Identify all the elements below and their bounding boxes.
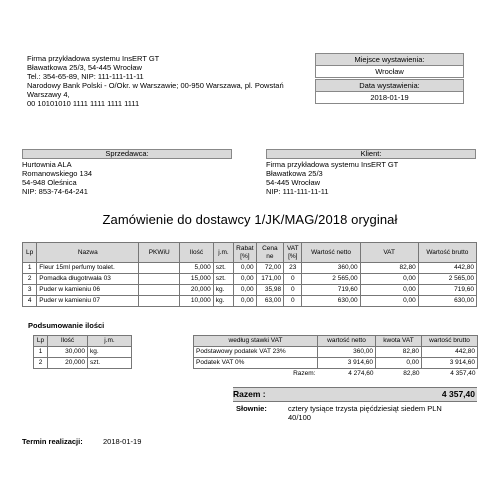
grand-total-value: 4 357,40 [441,389,475,399]
col-header: VAT [360,243,418,263]
table-row [23,274,477,285]
seller-line: Firma przykładowa systemu InsERT GT [27,54,160,63]
cell [139,263,180,274]
delivery-deadline-value: 2018-01-19 [103,437,142,446]
col-header: Wartość brutto [418,243,476,263]
seller-line: Bławatkowa 25/3, 54-445 Wrocław [27,63,142,72]
cell: 0,00 [360,274,418,285]
cell: 0 [284,274,302,285]
klient-line: 54-445 Wrocław [266,178,321,187]
grand-total-label: Razem : [233,389,266,399]
cell: Puder w kamieniu 07 [37,296,139,307]
sprzedawca-box [22,149,232,196]
col-header: VAT [%] [284,243,302,263]
table-row [194,347,478,358]
grand-total-bar [233,387,477,402]
issue-date-value: 2018-01-19 [370,93,409,102]
cell: 360,00 [302,263,360,274]
cell: 0,00 [376,358,422,369]
vat-total-row [194,369,478,380]
cell: szt. [213,274,233,285]
cell: 3 [23,285,37,296]
quantity-summary-title: Podsumowanie ilości [28,321,105,330]
cell: 0,00 [360,285,418,296]
amount-in-words-label: Słownie: [236,404,267,413]
cell [139,274,180,285]
sprzedawca-line: 54-948 Oleśnica [22,178,77,187]
items-table [22,242,477,307]
cell: 3 914,60 [422,358,478,369]
col-header: j.m. [213,243,233,263]
klient-box [266,149,476,196]
issue-date-box [315,79,464,104]
table-row [23,285,477,296]
cell: 719,60 [302,285,360,296]
col-header: Ilość [180,243,214,263]
cell: 2 [23,274,37,285]
cell: 0,00 [234,296,256,307]
table-row [34,347,132,358]
cell: 82,80 [360,263,418,274]
cell: Razem: [293,370,316,377]
cell [139,296,180,307]
cell: 0 [284,285,302,296]
cell: kg. [88,347,132,358]
cell: 1 [34,347,48,358]
amount-in-words [288,404,478,422]
sprzedawca-line: NIP: 853-74-64-241 [22,187,88,196]
table-row [23,263,477,274]
sprzedawca-details [22,159,232,196]
col-header: Rabat [%] [234,243,256,263]
cell: kg. [213,285,233,296]
delivery-deadline-label: Termin realizacji: [22,437,83,446]
vat-summary-table [193,335,478,379]
cell: 20,000 [48,358,88,369]
cell: 72,00 [256,263,284,274]
cell: 171,00 [256,274,284,285]
cell: 4 [23,296,37,307]
cell: 63,00 [256,296,284,307]
col-header: PKWiU [139,243,180,263]
cell: 630,00 [418,296,476,307]
items-header-row [23,243,477,263]
document-title: Zamówienie do dostawcy 1/JK/MAG/2018 oryginał [102,212,398,227]
cell: 82,80 [403,370,420,377]
table-row [34,358,132,369]
cell: 82,80 [376,347,422,358]
cell: 30,000 [48,347,88,358]
cell: 1 [23,263,37,274]
col-header: według stawki VAT [194,336,318,347]
cell: szt. [213,263,233,274]
place-label: Miejsce wystawienia: [316,54,463,66]
col-header: Nazwa [37,243,139,263]
col-header: wartość netto [318,336,376,347]
quantity-summary-table [33,335,132,369]
col-header: wartość brutto [422,336,478,347]
cell: 0,00 [234,274,256,285]
place-value: Wrocław [375,67,404,76]
seller-line: Narodowy Bank Polski - O/Okr. w Warszawie; 00-950 Warszawa, pl. Powstań [27,81,284,90]
issue-date-label: Data wystawienia: [316,80,463,92]
cell: 15,000 [180,274,214,285]
quantity-header-row [34,336,132,347]
cell: 0,00 [234,285,256,296]
cell: 2 565,00 [302,274,360,285]
cell: Pomadka długotrwała 03 [37,274,139,285]
cell: Podstawowy podatek VAT 23% [194,347,318,358]
klient-line: NIP: 111-111-11-11 [266,187,329,196]
col-header: kwota VAT [376,336,422,347]
cell: 20,000 [180,285,214,296]
klient-line: Bławatkowa 25/3 [266,169,323,178]
seller-line: 00 10101010 1111 1111 1111 1111 [27,99,140,108]
place-box [315,53,464,78]
col-header: Cena ne [256,243,284,263]
cell: Puder w kamieniu 06 [37,285,139,296]
cell: 2 [34,358,48,369]
cell: 719,60 [418,285,476,296]
cell: szt. [88,358,132,369]
cell: 0,00 [234,263,256,274]
vat-header-row [194,336,478,347]
seller-line: Tel.: 354-65-89, NIP: 111-111-11-11 [27,72,144,81]
cell: 442,80 [418,263,476,274]
klient-details [266,159,476,196]
cell: 3 914,60 [318,358,376,369]
cell: Podatek VAT 0% [194,358,318,369]
cell: 2 565,00 [418,274,476,285]
col-header: j.m. [88,336,132,347]
cell: 0 [284,296,302,307]
cell: 35,98 [256,285,284,296]
cell [139,285,180,296]
cell: Fleur 15ml perfumy toalet. [37,263,139,274]
seller-header [27,54,317,108]
cell: 4 274,60 [348,370,374,377]
col-header: Ilość [48,336,88,347]
cell: 10,000 [180,296,214,307]
cell: 0,00 [360,296,418,307]
cell: 4 357,40 [450,370,476,377]
klient-line: Firma przykładowa systemu InsERT GT [266,160,399,169]
cell: kg. [213,296,233,307]
amount-in-words-line: cztery tysiące trzysta pięćdziesiąt siedem PLN [288,404,442,413]
amount-in-words-line: 40/100 [288,413,311,422]
cell: 5,000 [180,263,214,274]
cell: 630,00 [302,296,360,307]
cell: 360,00 [318,347,376,358]
sprzedawca-line: Romanowskiego 134 [22,169,93,178]
cell: 23 [284,263,302,274]
table-row [194,358,478,369]
klient-label: Klient: [266,149,476,159]
sprzedawca-label: Sprzedawca: [22,149,232,159]
cell: 442,80 [422,347,478,358]
sprzedawca-line: Hurtownia ALA [22,160,72,169]
col-header: Wartość netto [302,243,360,263]
table-row [23,296,477,307]
col-header: Lp [23,243,37,263]
seller-line: Warszawy 4, [27,90,70,99]
col-header: Lp [34,336,48,347]
